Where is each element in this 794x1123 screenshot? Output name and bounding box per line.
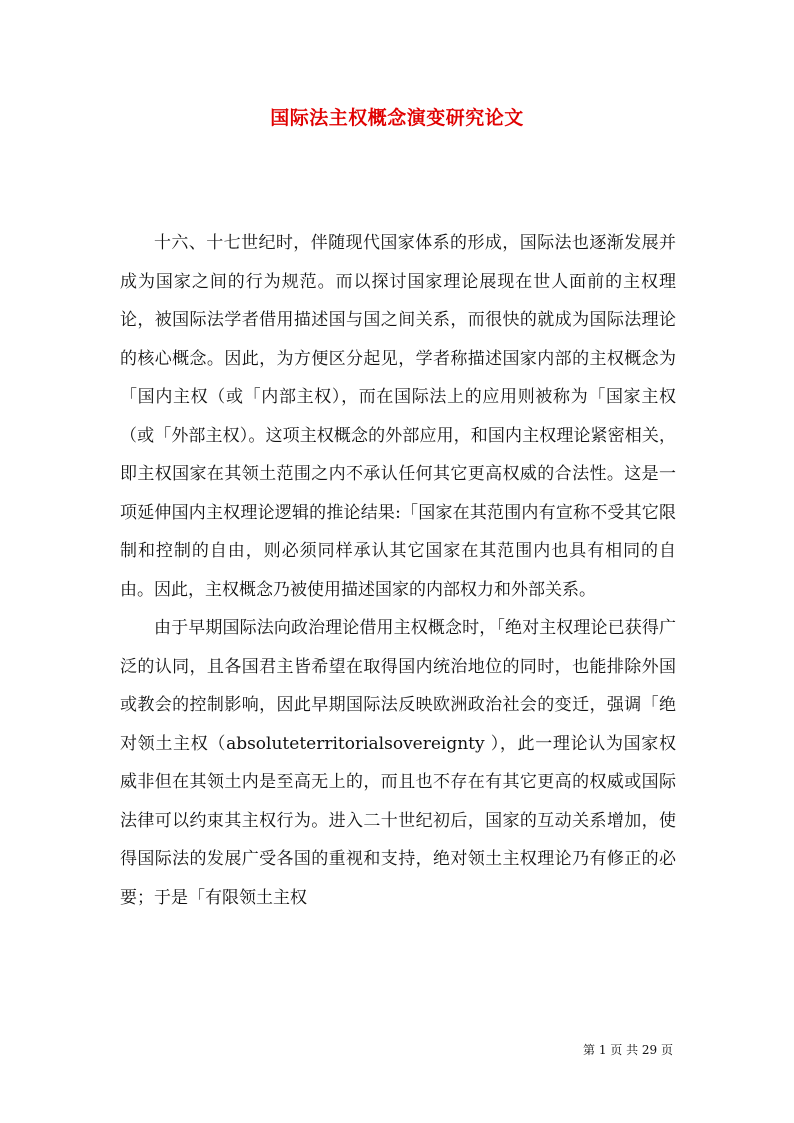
paragraph-2: 由于早期国际法向政治理论借用主权概念时，「绝对主权理论已获得广泛的认同，且各国君主皆希望在取得国内统治地位的同时，也能排除外国或教会的控制影响，因此早期国际法反映欧洲政治社会的变迁，强调「绝对领土主权（absoluteterritorialsovereignty ），此一理论认为国家权威非但在其领土内是至高无上的，而且也不存在有其它更高的权威或国际法律可以约束其主权行为。进入二十世纪初后，国家的互动关系增加，使得国际法的发展广受各国的重视和支持，绝对领土主权理论乃有修正的必要；于是「有限领土主权 — [120, 618, 676, 908]
page-number-label: 第 1 页 共 29 页 — [583, 1043, 673, 1057]
document-title: 国际法主权概念演变研究论文 — [270, 107, 524, 129]
page-footer — [0, 1041, 674, 1058]
paragraph-1: 十六、十七世纪时，伴随现代国家体系的形成，国际法也逐渐发展并成为国家之间的行为规范。而以探讨国家理论展现在世人面前的主权理论，被国际法学者借用描述国与国之间关系，而很快的就成为国际法理论的核心概念。因此，为方便区分起见，学者称描述国家内部的主权概念为「国内主权（或「内部主权），而在国际法上的应用则被称为「国家主权（或「外部主权）。这项主权概念的外部应用，和国内主权理论紧密相关，即主权国家在其领土范围之内不承认任何其它更高权威的合法性。这是一项延伸国内主权理论逻辑的推论结果:「国家在其范围内有宣称不受其它限制和控制的自由，则必须同样承认其它国家在其范围内也具有相同的自由。因此，主权概念乃被使用描述国家的内部权力和外部关系。 — [120, 233, 676, 600]
document-body — [120, 224, 676, 917]
